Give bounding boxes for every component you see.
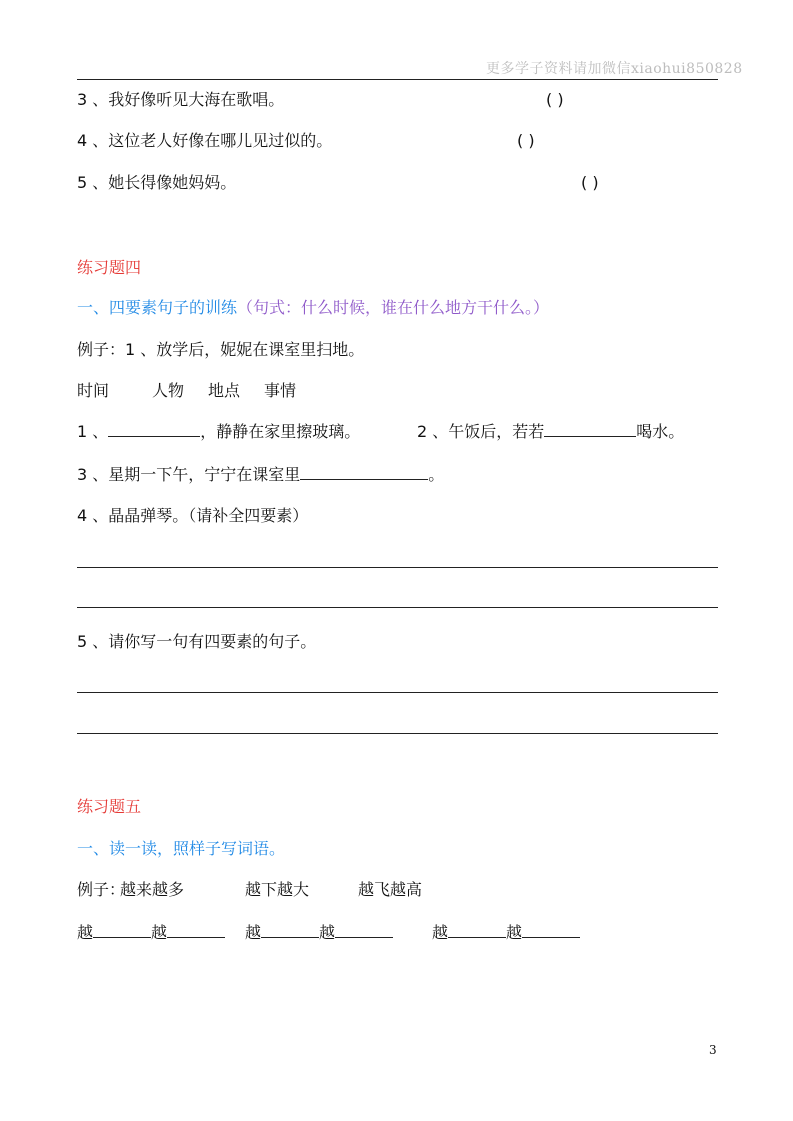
ex4-question-1-heading: [77, 298, 549, 318]
ex5-fill-group-1: [77, 923, 225, 943]
yue-char: 越: [319, 923, 336, 942]
item-3-blank[interactable]: [300, 465, 428, 480]
fill-blank[interactable]: [522, 923, 580, 938]
item-2-start: 2 、午饭后，若若: [417, 422, 545, 441]
element-person-label: 人物: [152, 381, 185, 400]
ex5-question-1-heading: 一、读一读，照样子写词语。: [77, 839, 286, 858]
header-rule: [77, 79, 718, 80]
fill-blank[interactable]: [167, 923, 225, 938]
fill-blank[interactable]: [448, 923, 506, 938]
item-2-blank[interactable]: [544, 422, 636, 437]
prev-item-4: 4 、这位老人好像在哪儿见过似的。: [77, 131, 333, 150]
yue-char: 越: [151, 923, 168, 942]
answer-paren-4[interactable]: ( ): [517, 131, 535, 150]
exercise-4-title: 练习题四: [77, 258, 142, 277]
yue-char: 越: [245, 923, 262, 942]
answer-paren-5[interactable]: ( ): [581, 173, 599, 192]
answer-paren-3[interactable]: ( ): [546, 90, 564, 109]
ex4-q1-head: 一、四要素句子的训练: [77, 298, 238, 317]
element-time-label: 时间: [77, 381, 110, 400]
ex4-item-2: [417, 422, 684, 442]
ex5-example-label: 例子：: [77, 880, 126, 899]
item-1-blank[interactable]: [108, 422, 200, 437]
ex5-example-3: 越飞越高: [358, 880, 423, 899]
page-number: 3: [709, 1043, 717, 1057]
item-4-answer-line-2[interactable]: [77, 607, 718, 608]
ex4-item-3: [77, 465, 444, 485]
yue-char: 越: [432, 923, 449, 942]
fill-blank[interactable]: [335, 923, 393, 938]
item-1-number: 1 、: [77, 422, 109, 441]
item-3-start: 3 、星期一下午，宁宁在课室里: [77, 465, 301, 484]
element-place-label: 地点: [208, 381, 241, 400]
item-3-end: 。: [428, 465, 445, 484]
header-watermark-note: 更多学子资料请加微信xiaohui850828: [486, 61, 743, 77]
item-1-rest: ，静静在家里擦玻璃。: [200, 422, 361, 441]
ex4-q1-pattern: （句式：什么时候，谁在什么地方干什么。）: [237, 298, 550, 317]
item-5-answer-line-2[interactable]: [77, 733, 718, 734]
ex5-fill-group-2: [245, 923, 393, 943]
fill-blank[interactable]: [261, 923, 319, 938]
item-5-answer-line-1[interactable]: [77, 692, 718, 693]
fill-blank[interactable]: [93, 923, 151, 938]
ex4-item-1: [77, 422, 360, 442]
ex5-fill-group-3: [432, 923, 580, 943]
prev-item-5: 5 、她长得像她妈妈。: [77, 173, 237, 192]
prev-item-3: 3 、我好像听见大海在歌唱。: [77, 90, 285, 109]
ex5-example-1: 越来越多: [120, 880, 185, 899]
yue-char: 越: [77, 923, 94, 942]
element-event-label: 事情: [264, 381, 297, 400]
item-2-end: 喝水。: [636, 422, 685, 441]
ex5-example-2: 越下越大: [245, 880, 310, 899]
exercise-5-title: 练习题五: [77, 797, 142, 816]
ex4-item-5: 5 、请你写一句有四要素的句子。: [77, 632, 317, 651]
item-4-answer-line-1[interactable]: [77, 567, 718, 568]
ex4-item-4: 4 、晶晶弹琴。（请补全四要素）: [77, 506, 309, 525]
yue-char: 越: [506, 923, 523, 942]
ex4-example: 例子：1 、放学后，妮妮在课室里扫地。: [77, 340, 365, 359]
